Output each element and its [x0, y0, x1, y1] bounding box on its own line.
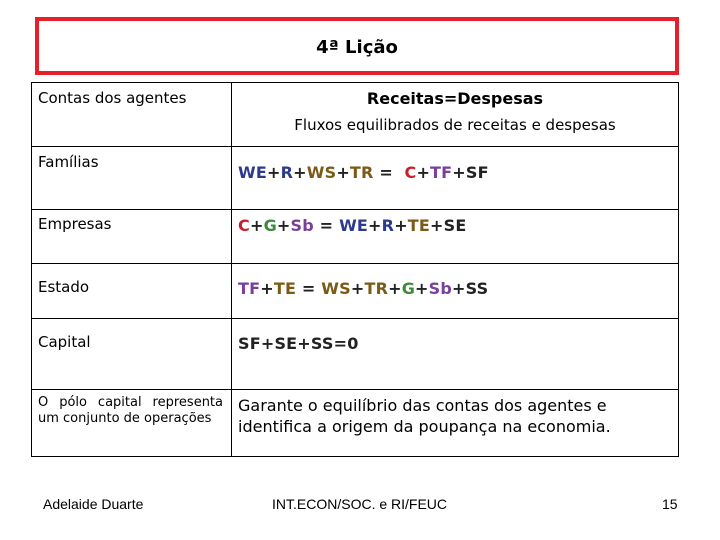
- row-equation-empresas: [238, 216, 467, 235]
- equation-term: SF: [465, 163, 489, 182]
- equation-term: R: [280, 163, 294, 182]
- row-agent-capital: Capital: [38, 333, 91, 351]
- equation-term: +: [452, 163, 466, 182]
- row-equation-estado: [238, 279, 488, 298]
- footer-course: INT.ECON/SOC. e RI/FEUC: [272, 496, 448, 512]
- equation-term: C: [238, 216, 250, 235]
- equation-term: G: [401, 279, 416, 298]
- equation-term: +: [430, 216, 444, 235]
- equation-term: G: [263, 216, 277, 235]
- equation-term: =: [313, 216, 340, 235]
- equation-term: +: [350, 279, 365, 298]
- note-capital-pole: O pólo capital representa um conjunto de operações: [38, 395, 223, 426]
- equation-term: TR: [364, 279, 389, 298]
- equation-term: C: [398, 163, 417, 182]
- equation-term: WE: [238, 163, 267, 182]
- equation-term: +: [388, 279, 402, 298]
- equation-term: TE: [407, 216, 431, 235]
- equation-term: Sb: [290, 216, 314, 235]
- row-equation-familias: [238, 163, 489, 182]
- equation-term: TF: [238, 279, 261, 298]
- equation-term: +: [336, 163, 350, 182]
- equation-term: +: [293, 163, 307, 182]
- row-equation-capital: [238, 334, 359, 353]
- header-agents-label: Contas dos agentes: [38, 89, 187, 107]
- equation-term: Sb: [428, 279, 453, 298]
- slide-title: 4ª Lição: [316, 37, 398, 58]
- equation-term: WS: [321, 279, 351, 298]
- equation-term: TF: [430, 163, 453, 182]
- equation-term: SE: [443, 216, 467, 235]
- equation-term: TE: [273, 279, 297, 298]
- note-equilibrium-line2: identifica a origem da poupança na economia.: [238, 417, 611, 436]
- table-column-divider: [231, 83, 232, 456]
- row-agent-familias: Famílias: [38, 153, 99, 171]
- table-divider: [32, 146, 678, 147]
- accounts-table: [31, 82, 679, 457]
- footer-page-number: 15: [662, 496, 678, 512]
- equation-term: +: [249, 216, 264, 235]
- row-agent-estado: Estado: [38, 278, 90, 296]
- equation-term: +: [452, 279, 466, 298]
- note-equilibrium-line1: Garante o equilíbrio das contas dos agentes e: [238, 396, 607, 415]
- table-divider: [32, 263, 678, 264]
- equation-term: +: [394, 216, 408, 235]
- row-agent-empresas: Empresas: [38, 215, 112, 233]
- equation-term: R: [381, 216, 395, 235]
- table-divider: [32, 318, 678, 319]
- title-box: [35, 17, 679, 75]
- equation-term: WS: [306, 163, 337, 182]
- equation-term: +: [276, 216, 291, 235]
- equation-term: SS: [465, 279, 489, 298]
- equation-term: WE: [339, 216, 369, 235]
- table-divider: [32, 209, 678, 210]
- footer-author: Adelaide Duarte: [43, 496, 144, 512]
- note-equilibrium: [238, 395, 611, 437]
- equation-term: SF+SE+SS=0: [238, 334, 359, 353]
- header-equality-subtitle: Fluxos equilibrados de receitas e despesas: [294, 116, 616, 134]
- table-divider: [32, 389, 678, 390]
- equation-term: +: [260, 279, 274, 298]
- header-equality-title: Receitas=Despesas: [366, 89, 544, 108]
- equation-term: =: [373, 163, 399, 182]
- equation-term: +: [266, 163, 281, 182]
- equation-term: +: [368, 216, 382, 235]
- equation-term: +: [416, 163, 431, 182]
- equation-term: +: [415, 279, 429, 298]
- equation-term: TR: [349, 163, 374, 182]
- equation-term: =: [296, 279, 322, 298]
